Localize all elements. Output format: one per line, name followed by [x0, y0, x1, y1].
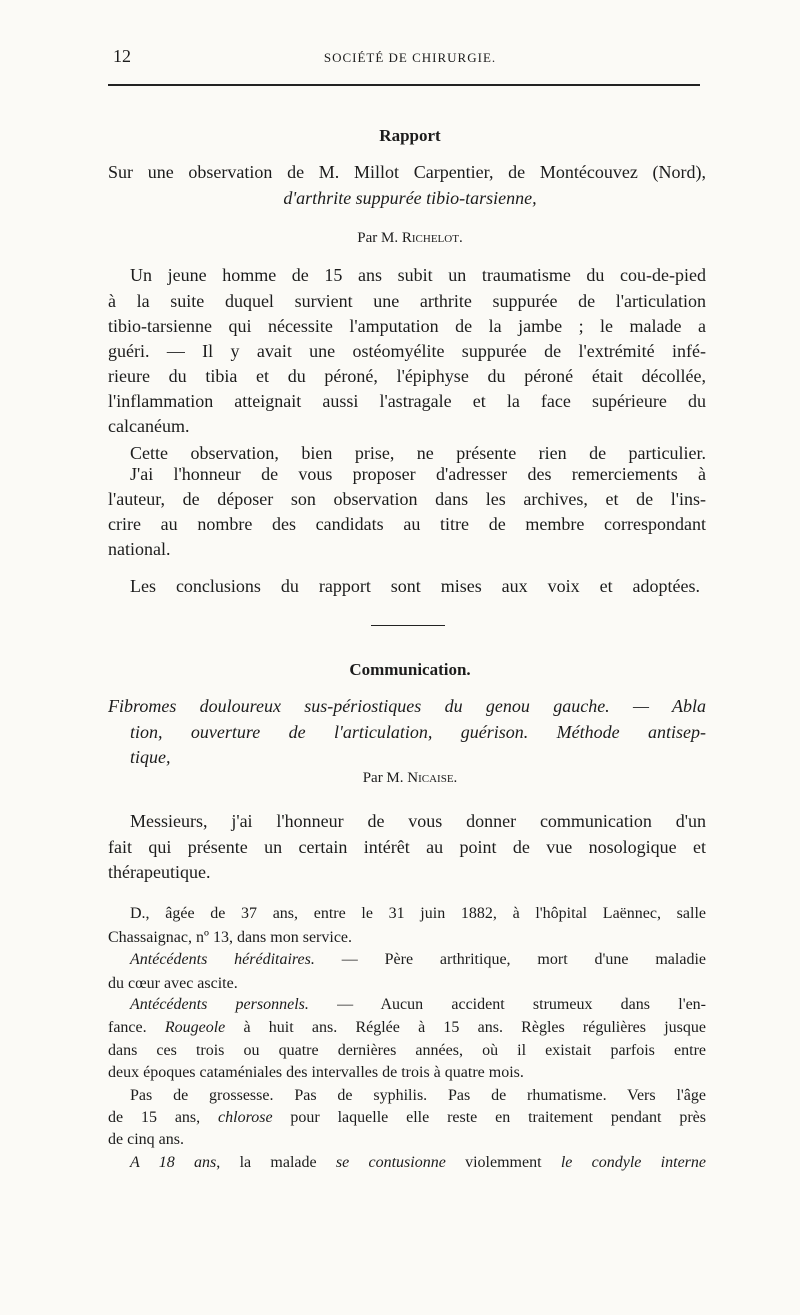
communication-intro-line: thérapeutique. [108, 862, 211, 882]
communication-title-text: tion, ouverture de l'articulation, guérison. Méthode antisep- [130, 722, 706, 742]
communication-title-text: tique, [130, 747, 171, 767]
personal-line [130, 996, 706, 1014]
rapport-conclusion: Les conclusions du rapport sont mises aux voix et adoptées. [130, 576, 700, 596]
personal-text: — Aucun accident strumeux dans l'en- [308, 996, 707, 1013]
running-title: SOCIÉTÉ DE CHIRURGIE. [323, 50, 497, 65]
personal-text: à huit ans. Réglée à 15 ans. Règles régulières jusque [225, 1019, 706, 1036]
rapport-para2: Cette observation, bien prise, ne présente rien de particulier. [130, 443, 706, 463]
communication-byline [0, 770, 800, 787]
personal-italic: Rougeole [164, 1019, 226, 1036]
communication-intro-line: fait qui présente un certain intérêt au point de vue nosologique et [108, 837, 706, 857]
rapport-title-italic: d'arthrite suppurée tibio-tarsienne, [283, 188, 537, 208]
chlorosis-line: de cinq ans. [108, 1131, 184, 1148]
observation-line: Chassaignac, nº 13, dans mon service. [108, 929, 353, 946]
last-text: violemment [445, 1154, 561, 1171]
rapport-para1-line: guéri. — Il y avait une ostéomyélite suppurée de l'extrémité infé- [108, 341, 706, 361]
header-rule [108, 84, 700, 86]
observation-line: D., âgée de 37 ans, entre le 31 juin 1882, à l'hôpital Laënnec, salle [130, 905, 706, 922]
byline-author: Richelot. [401, 230, 463, 246]
last-italic: le condyle interne [560, 1154, 706, 1171]
rapport-byline [0, 230, 800, 247]
rapport-para3-line: l'auteur, de déposer son observation dans les archives, et de l'ins- [108, 489, 706, 509]
rapport-title-line-1: Sur une observation de M. Millot Carpentier, de Montécouvez (Nord), [108, 162, 706, 182]
communication-title-line [130, 747, 728, 768]
chlorosis-line [108, 1109, 706, 1127]
page-number: 12 [113, 46, 131, 66]
personal-label: Antécédents personnels. [130, 996, 309, 1013]
hereditary-label: Antécédents héréditaires. [130, 951, 315, 968]
chlorosis-text: de 15 ans, [108, 1109, 219, 1126]
rapport-title-line-2 [0, 188, 800, 209]
communication-heading: Communication. [349, 660, 471, 679]
personal-line [108, 1019, 706, 1037]
personal-text: fance. [108, 1019, 165, 1036]
rapport-para3-line: crire au nombre des candidats au titre de membre correspondant [108, 514, 706, 534]
communication-title-line [108, 696, 706, 717]
rapport-heading: Rapport [379, 126, 441, 145]
byline-prefix: Par M. [357, 230, 399, 246]
rapport-para1-line: calcanéum. [108, 416, 190, 436]
rapport-para1-line: l'inflammation atteignait aussi l'astragale et la face supérieure du [108, 391, 706, 411]
byline-prefix: Par M. [362, 770, 404, 786]
chlorosis-italic: chlorose [218, 1109, 273, 1126]
hereditary-text: — Père arthritique, mort d'une maladie [314, 951, 706, 968]
last-line [130, 1154, 706, 1172]
rapport-para1-line: à la suite duquel survient une arthrite suppurée de l'articulation [108, 291, 706, 311]
chlorosis-text: pour laquelle elle reste en traitement pendant près [272, 1109, 706, 1126]
personal-line: deux époques cataméniales des intervalles de trois à quatre mois. [108, 1064, 524, 1081]
pregnancy-line: Pas de grossesse. Pas de syphilis. Pas de rhumatisme. Vers l'âge [130, 1087, 706, 1104]
rapport-para1-line: tibio-tarsienne qui nécessite l'amputation de la jambe ; le malade a [108, 316, 706, 336]
last-text: , la malade [216, 1154, 336, 1171]
hereditary-line [130, 951, 706, 969]
byline-author: Nicaise. [407, 770, 458, 786]
personal-line: dans ces trois ou quatre dernières années, où il existait parfois entre [108, 1042, 706, 1059]
communication-intro-line: Messieurs, j'ai l'honneur de vous donner communication d'un [130, 811, 706, 831]
rapport-para3-line: national. [108, 539, 171, 559]
last-italic: se contusionne [335, 1154, 446, 1171]
section-separator [371, 625, 445, 626]
communication-title-text: Fibromes douloureux sus-périostiques du genou gauche. — Abla [108, 696, 706, 716]
communication-title-line [130, 722, 706, 743]
last-italic: A 18 ans [130, 1154, 217, 1171]
rapport-para1-line: Un jeune homme de 15 ans subit un traumatisme du cou-de-pied [130, 265, 706, 285]
hereditary-line: du cœur avec ascite. [108, 975, 238, 992]
rapport-para3-line: J'ai l'honneur de vous proposer d'adresser des remerciements à [130, 464, 706, 484]
rapport-para1-line: rieure du tibia et du péroné, l'épiphyse du péroné était décollée, [108, 366, 706, 386]
